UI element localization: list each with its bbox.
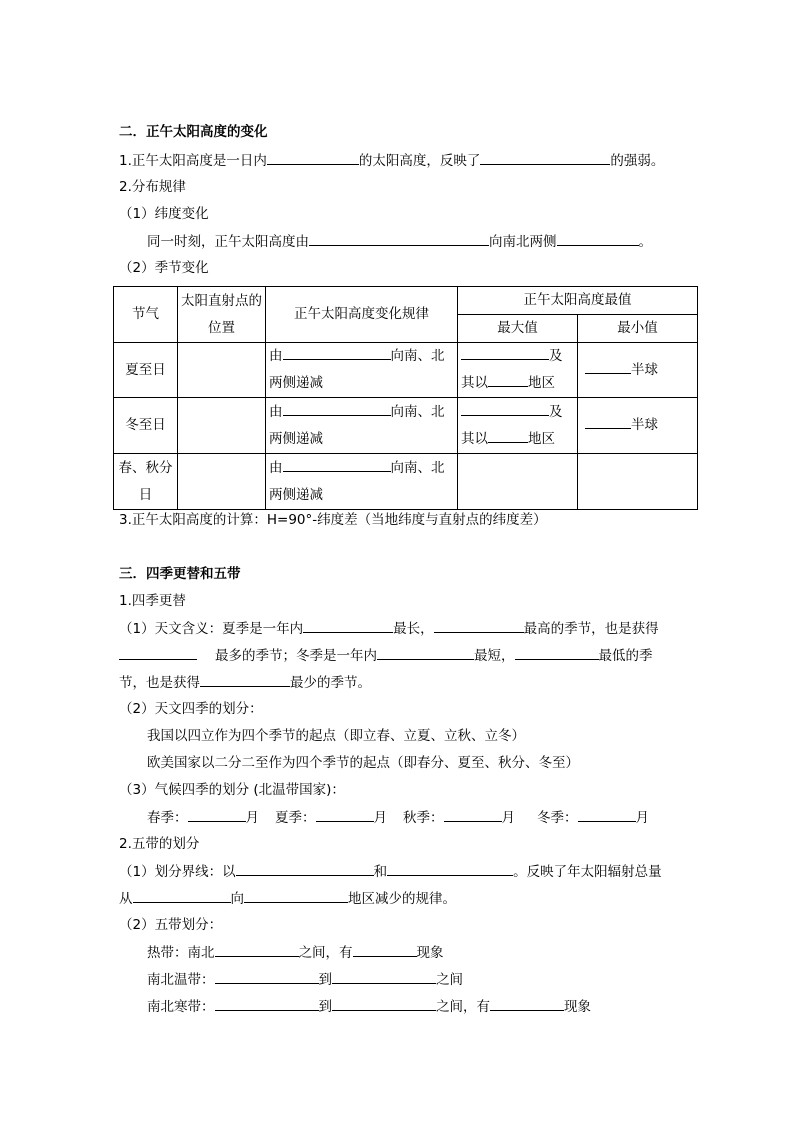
- row-name: 春、秋分日: [114, 454, 178, 510]
- header-min: 最小值: [578, 315, 698, 343]
- text: 之间: [436, 972, 463, 988]
- sec3-line14: [147, 942, 444, 963]
- sec3-line15: [147, 969, 463, 990]
- solar-altitude-table: [113, 286, 698, 510]
- text: 到: [318, 999, 332, 1015]
- text: （1）划分界线：以: [119, 864, 236, 880]
- text: 和: [373, 864, 388, 880]
- blank: [515, 645, 599, 660]
- text: 冬季：: [537, 810, 578, 826]
- cell-position: [178, 454, 266, 510]
- blank: [215, 969, 319, 984]
- text: 半球: [631, 417, 658, 433]
- text: 及: [549, 403, 563, 420]
- cell-min: [578, 343, 698, 398]
- text: 从: [119, 891, 133, 907]
- sec3-line3: [119, 645, 653, 666]
- text: 现象: [564, 999, 591, 1015]
- blank: [309, 231, 489, 246]
- text: 地区减少的规律。: [348, 891, 456, 907]
- blank: [236, 861, 374, 876]
- text: 最短，: [474, 648, 515, 664]
- sec3-line7: 欧美国家以二分二至作为四个季节的起点（即春分、夏至、秋分、冬至）: [147, 755, 579, 771]
- text: 1.正午太阳高度是一日内: [119, 153, 267, 169]
- text: 春季：: [147, 810, 188, 826]
- text: 两侧递减: [269, 375, 323, 391]
- sec3-line8: （3）气候四季的划分 (北温带国家)：: [119, 782, 345, 798]
- text: 秋季：: [403, 810, 444, 826]
- blank: [488, 372, 528, 387]
- blank: [490, 996, 564, 1011]
- sec3-line11: [119, 861, 662, 882]
- text: 的强弱。: [610, 153, 665, 169]
- text: 向南、北: [390, 348, 445, 364]
- sec3-line10: 2.五带的划分: [119, 836, 200, 852]
- sec3-line12: [119, 888, 456, 909]
- cell-max: [458, 398, 578, 454]
- text: 其以: [461, 375, 488, 391]
- cell-position: [178, 343, 266, 398]
- blank: [200, 672, 290, 687]
- cell-max: [458, 343, 578, 398]
- cell-rule: [266, 343, 458, 398]
- text: 月: [245, 810, 259, 826]
- text: 半球: [631, 361, 658, 378]
- blank: [488, 428, 528, 443]
- text: 最多的季节；冬季是一年内: [215, 648, 377, 664]
- table-row: [114, 343, 698, 398]
- text: 其以: [461, 430, 488, 447]
- blank: [283, 345, 391, 360]
- blank: [188, 807, 246, 822]
- blank: [480, 150, 610, 165]
- text: 。: [638, 234, 652, 250]
- cell-rule: [266, 454, 458, 510]
- blank: [377, 645, 474, 660]
- text: 由: [269, 348, 283, 364]
- section-heading-3: 三．四季更替和五带: [119, 566, 241, 582]
- sec3-line16: [147, 996, 591, 1017]
- text: 南北寒带：: [147, 999, 215, 1015]
- row-name: 夏至日: [114, 343, 178, 398]
- text: 现象: [416, 945, 444, 961]
- blank: [332, 969, 436, 984]
- text: 地区: [528, 375, 555, 391]
- sec2-line5: （2）季节变化: [119, 260, 209, 276]
- blank: [585, 359, 631, 374]
- text: 及: [549, 348, 563, 364]
- sec3-line5: （2）天文四季的划分：: [119, 701, 263, 717]
- blank: [461, 345, 549, 360]
- cell-min: [578, 454, 698, 510]
- header-rule: 正午太阳高度变化规律: [266, 287, 458, 343]
- blank: [244, 888, 348, 903]
- text: 由: [269, 459, 283, 476]
- text: 两侧递减: [269, 430, 323, 447]
- header-position: 太阳直射点的位置: [178, 287, 266, 343]
- text: 月: [635, 810, 649, 826]
- text: 的太阳高度，反映了: [358, 153, 481, 169]
- text: 。反映了年太阳辐射总量: [513, 864, 662, 880]
- sec3-line9: [147, 807, 649, 828]
- blank: [585, 414, 631, 429]
- sec3-line4: [119, 672, 371, 693]
- text: 到: [318, 972, 332, 988]
- text: 月: [501, 810, 515, 826]
- blank: [444, 807, 502, 822]
- header-extremes: 正午太阳高度最值: [458, 287, 698, 315]
- blank: [215, 996, 319, 1011]
- cell-position: [178, 398, 266, 454]
- sec2-line3: （1）纬度变化: [119, 206, 209, 222]
- header-max: 最大值: [458, 315, 578, 343]
- header-jieqi: 节气: [114, 287, 178, 343]
- cell-min: [578, 398, 698, 454]
- blank: [557, 231, 639, 246]
- text: 最少的季节。: [290, 675, 371, 691]
- sec2-line4: [147, 231, 652, 252]
- sec2-line2: 2.分布规律: [119, 179, 186, 195]
- text: 由: [269, 403, 283, 420]
- blank: [353, 942, 417, 957]
- text: 向南、北: [390, 403, 445, 420]
- text: 之间，有: [298, 945, 353, 961]
- cell-rule: [266, 398, 458, 454]
- blank: [119, 645, 197, 660]
- blank: [434, 618, 524, 633]
- blank: [215, 942, 299, 957]
- cell-max: [458, 454, 578, 510]
- text: 地区: [528, 430, 555, 447]
- text: 向南北两侧: [489, 234, 557, 250]
- text: 同一时刻，正午太阳高度由: [147, 234, 309, 250]
- text: 月: [373, 810, 387, 826]
- blank: [578, 807, 636, 822]
- blank: [267, 150, 359, 165]
- blank: [332, 996, 436, 1011]
- text: 之间，有: [436, 999, 490, 1015]
- text: 节，也是获得: [119, 675, 200, 691]
- sec3-line13: （2）五带划分：: [119, 917, 223, 933]
- blank: [316, 807, 374, 822]
- blank: [283, 401, 391, 416]
- row-name: 冬至日: [114, 398, 178, 454]
- text: 向南、北: [390, 459, 445, 476]
- sec2-line6: 3.正午太阳高度的计算：H=90°-纬度差（当地纬度与直射点的纬度差）: [119, 512, 547, 528]
- table-row: [114, 398, 698, 454]
- text: 南北温带：: [147, 972, 215, 988]
- sec3-line6: 我国以四立作为四个季节的起点（即立春、立夏、立秋、立冬）: [147, 728, 525, 744]
- text: 向: [230, 891, 244, 907]
- table-row: [114, 454, 698, 510]
- blank: [303, 618, 393, 633]
- text: 热带：南北: [147, 945, 215, 961]
- blank: [283, 457, 391, 472]
- blank: [387, 861, 513, 876]
- sec3-line2: [119, 618, 659, 639]
- text: 最低的季: [598, 648, 653, 664]
- sec3-line1: 1.四季更替: [119, 593, 186, 609]
- text: 夏季：: [275, 810, 316, 826]
- text: （1）天文含义：夏季是一年内: [119, 621, 304, 637]
- text: 两侧递减: [269, 486, 323, 503]
- blank: [461, 401, 549, 416]
- sec2-line1: [119, 150, 664, 171]
- section-heading-2: 二．正午太阳高度的变化: [119, 124, 268, 140]
- text: 最长，: [393, 621, 434, 637]
- text: 最高的季节，也是获得: [523, 621, 659, 637]
- blank: [133, 888, 231, 903]
